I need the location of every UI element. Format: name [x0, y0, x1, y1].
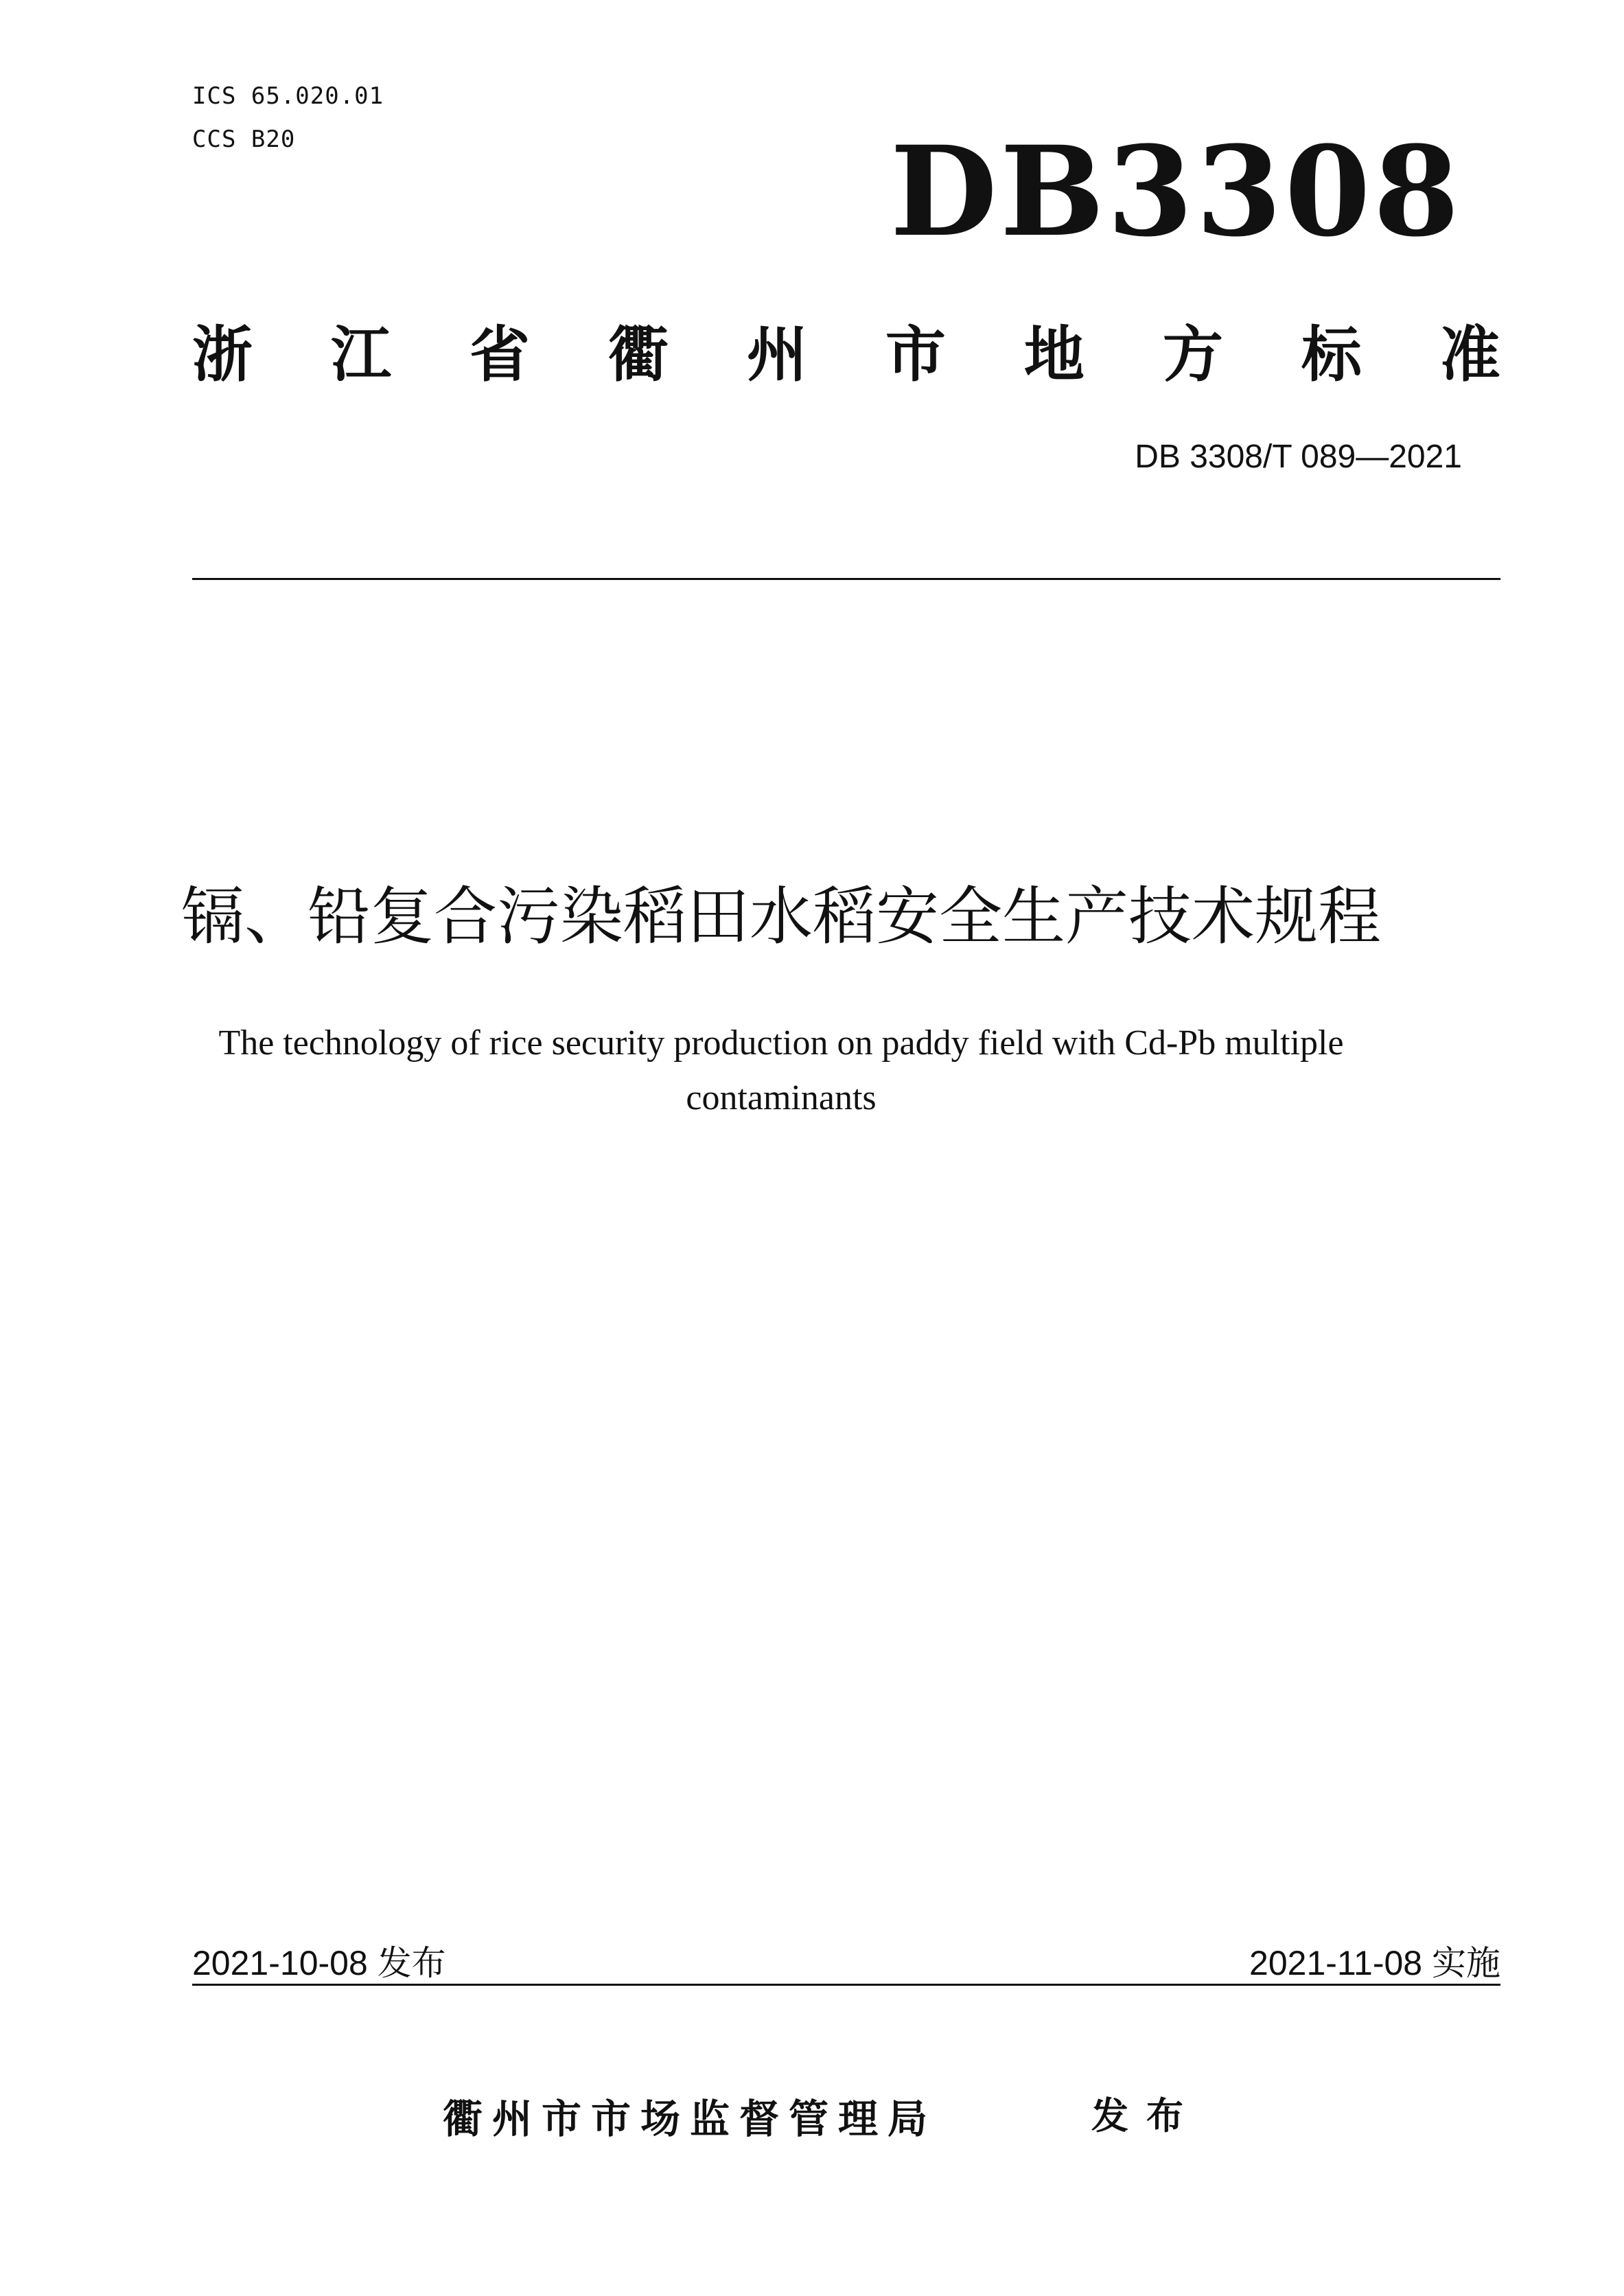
- standard-number: DB 3308/T 089—2021: [1135, 439, 1462, 475]
- standard-type-char: 江: [330, 319, 391, 390]
- document-title-cn-text: 镉、铅复合污染稻田水稻安全生产技术规程: [181, 880, 1381, 953]
- document-title-en-line-2: contaminants: [686, 1078, 877, 1117]
- standard-type-char: 市: [885, 319, 946, 390]
- standard-type-char: 标: [1301, 319, 1362, 390]
- implementation-date: 2021-11-08 实施: [1249, 1944, 1500, 1982]
- top-divider: [192, 578, 1500, 580]
- standard-type-char: 地: [1023, 319, 1084, 390]
- ccs-code: CCS B20: [192, 126, 296, 153]
- document-title-en: [0, 1016, 1624, 1126]
- issue-date: 2021-10-08 发布: [192, 1944, 446, 1982]
- db-code-logo: DB3308: [890, 119, 1462, 264]
- standard-type-char: 省: [469, 319, 530, 390]
- standard-type-char: 方: [1162, 319, 1223, 390]
- document-title-cn: [0, 880, 1624, 953]
- issuing-authority: 衢州市市场监督管理局: [443, 2096, 938, 2142]
- standard-type-title: [192, 317, 1500, 393]
- ics-code: ICS 65.020.01: [192, 82, 384, 110]
- publish-label: 发布: [1091, 2094, 1201, 2137]
- document-title-en-line-1: The technology of rice security production on paddy field with Cd-Pb multiple: [218, 1023, 1344, 1063]
- standard-type-char: 浙: [192, 319, 253, 390]
- standard-type-char: 衢: [607, 319, 669, 390]
- bottom-divider: [192, 1984, 1500, 1986]
- standard-type-char: 州: [746, 319, 807, 390]
- standard-type-char: 准: [1439, 319, 1500, 390]
